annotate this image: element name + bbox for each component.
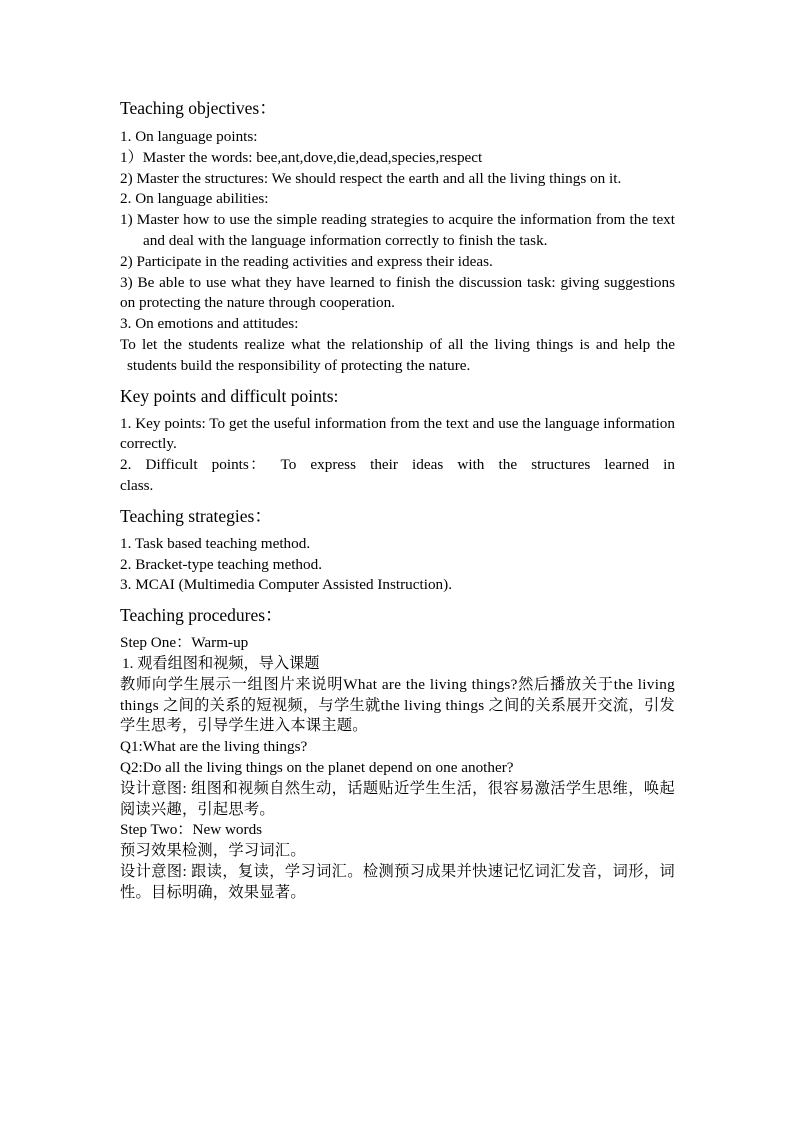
strategies-line: 3. MCAI (Multimedia Computer Assisted Instruction). bbox=[120, 576, 452, 594]
step-one-title: 1. 观看组图和视频，导入课题 bbox=[122, 654, 320, 672]
objectives-line: 2. On language abilities: bbox=[120, 190, 269, 208]
step-two-body: 预习效果检测，学习词汇。 bbox=[120, 842, 306, 860]
step-one: Step One：Warm-up bbox=[120, 634, 249, 652]
question-1: Q1:What are the living things? bbox=[120, 738, 308, 756]
objectives-line: 1. On language points: bbox=[120, 128, 258, 145]
objectives-line: 1) Master how to use the simple reading strategies to acquire the information from the text and deal with the language information correctly to finish the task. bbox=[120, 211, 675, 249]
strategies-heading: Teaching strategies： bbox=[120, 505, 272, 526]
objectives-line: 2) Master the structures: We should respect the earth and all the living things on it. bbox=[120, 169, 622, 187]
keypoints-heading: Key points and difficult points: bbox=[120, 385, 339, 406]
step-two: Step Two：New words bbox=[120, 821, 263, 839]
objectives-heading: Teaching objectives： bbox=[120, 98, 277, 118]
objectives-line: 2) Participate in the reading activities and express their ideas. bbox=[120, 252, 493, 270]
objectives-line: 3) Be able to use what they have learned to finish the discussion task: giving suggestions on protecting the nature through cooperation. bbox=[120, 273, 675, 312]
design-intent-2: 设计意图: 跟读，复读，学习词汇。检测预习成果并快速记忆词汇发音，词形，词性。目标明确，效果显著。 bbox=[120, 862, 675, 901]
strategies-line: 1. Task based teaching method. bbox=[120, 534, 311, 552]
strategies-line: 2. Bracket-type teaching method. bbox=[120, 555, 323, 573]
objectives-line: 1）Master the words: bee,ant,dove,die,dead,species,respect bbox=[120, 148, 483, 166]
question-2: Q2:Do all the living things on the planet depend on one another? bbox=[120, 758, 514, 776]
document-page bbox=[120, 96, 675, 904]
objectives-line: To let the students realize what the relationship of all the living things is and help the students build the responsibility of protecting the nature. bbox=[120, 335, 675, 374]
step-one-body: 教师向学生展示一组图片来说明What are the living things?然后播放关于the living things 之间的关系的短视频，与学生就the living things 之间的关系展开交流，引发学生思考，引导学生进入本课主题。 bbox=[120, 675, 675, 735]
procedures-heading: Teaching procedures： bbox=[120, 605, 283, 626]
keypoints-line: 2. Difficult points： To express their ideas with the structures learned in class. bbox=[120, 456, 675, 494]
objectives-line: 3. On emotions and attitudes: bbox=[120, 315, 299, 333]
design-intent-1: 设计意图: 组图和视频自然生动，话题贴近学生生活，很容易激活学生思维，唤起阅读兴趣，引起思考。 bbox=[120, 779, 675, 818]
keypoints-line: 1. Key points: To get the useful information from the text and use the language information correctly. bbox=[120, 414, 675, 453]
